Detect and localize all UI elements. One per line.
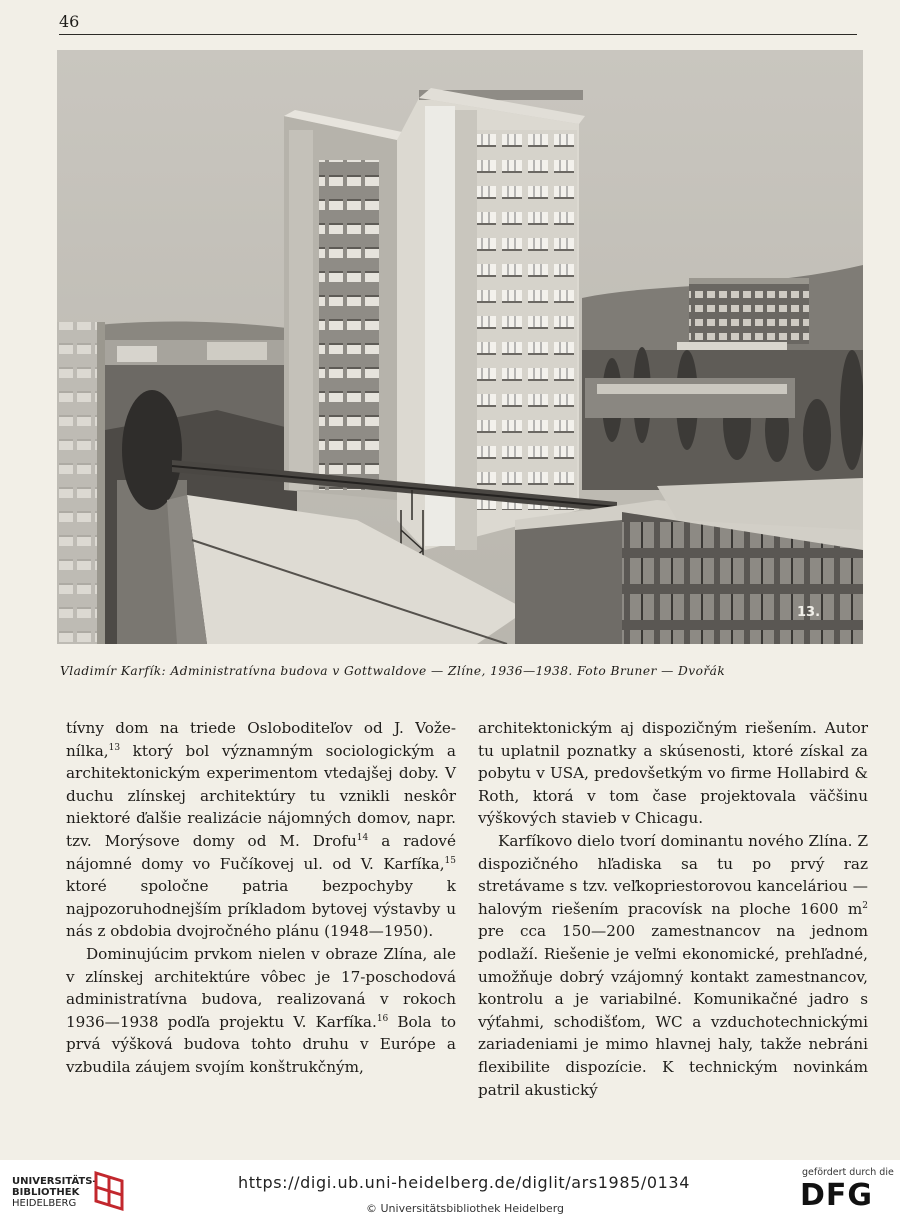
- library-name-line-3: HEIDELBERG: [12, 1198, 77, 1209]
- paragraph-text: architektonickým aj dispozičným riešením. Autor tu uplatnil poznatky a skúsenosti, ktoré získal za pobytu v USA, predovšetkým vo firme Hollabird & Roth, ktorá v tom čase projektovala väčšinu výškových stavieb v Chicagu.: [478, 719, 868, 828]
- paragraph-text: Bola to prvá výšková budova tohto druhu v Európe a vzbudila záujem svojím konštrukčným,: [66, 1012, 456, 1076]
- building-photograph: [57, 50, 863, 644]
- source-url-link[interactable]: https://digi.ub.uni-heidelberg.de/diglit/ars1985/0134: [238, 1173, 690, 1192]
- paragraph-text: Karfíkovo dielo tvorí dominantu nového Zlína. Z dispozičného hľadiska sa tu po prvý raz stretávame s tzv. veľkopriestorovou kanceláriou — halovým riešením pracovísk na ploche 1600 m: [478, 831, 868, 918]
- library-name-line-2: BIBLIOTHEK: [12, 1187, 80, 1198]
- footnote-marker: 2: [862, 900, 868, 911]
- footnote-marker: 16: [376, 1013, 389, 1024]
- paragraph-text: a radové nájomné domy vo Fučíkovej ul. od V. Karfíka,: [66, 831, 456, 873]
- library-name-line-1: UNIVERSITÄTS-: [12, 1176, 97, 1187]
- paragraph-text: pre cca 150—200 zamestnancov na jednom podlaží. Riešenie je veľmi ekonomické, prehľadné, umožňuje dobrý vzájomný kontakt zamestnancov, kontrolu a je variabilné. Komunikačné jadro s výťahmi, schodišťom, WC a vzduchotechnickými zariadeniami je mimo hlavnej haly, takže nebráni flexibilite dispozície. K technickým novinkám patril akustický: [478, 922, 868, 1099]
- paragraph-text: Dominujúcim prvkom nielen v obraze Zlína, ale v zlínskej architektúre vôbec je 17-poschodová administratívna budova, realizovaná v rokoch 1936—1938 podľa projektu V. Karfíka.: [66, 944, 456, 1031]
- library-name: [12, 1176, 97, 1209]
- paragraph: [66, 717, 456, 943]
- left-text-column: [66, 717, 456, 1079]
- library-logo-icon: [92, 1169, 126, 1213]
- digitization-footer: [0, 1160, 900, 1224]
- paragraph: [478, 717, 868, 830]
- dfg-logo: DFG: [800, 1178, 874, 1213]
- paragraph: [66, 943, 456, 1079]
- footnote-marker: 15: [444, 855, 456, 866]
- paragraph: [478, 830, 868, 1101]
- header-rule: [59, 34, 857, 35]
- funding-note: gefördert durch die: [802, 1167, 894, 1178]
- paragraph-text: ktorý bol významným sociologickým a architektonickým experimentom vtedajšej doby. V duchu zlínskej architektúry tu vznikli neskôr niektoré ďalšie realizácie nájomných domov, napr. tzv. Morýsove domy od M. Drofu: [66, 741, 456, 850]
- footnote-marker: 14: [356, 832, 369, 843]
- footnote-marker: 13: [108, 742, 121, 753]
- page-number: 46: [59, 12, 80, 31]
- copyright-notice: © Universitätsbibliothek Heidelberg: [366, 1202, 565, 1215]
- photo-caption: Vladimír Karfík: Administratívna budova v Gottwaldove — Zlíne, 1936—1938. Foto Bruner — Dvořák: [60, 664, 726, 678]
- photo-frame-number: 13.: [797, 605, 821, 620]
- right-text-column: [478, 717, 868, 1101]
- paragraph-text: ktoré spoločne patria bezpochyby k najpozoruhodnejším príkladom bytovej výstavby u nás z obdobia dvojročného plánu (1948—1950).: [66, 877, 456, 941]
- paragraph-text: tívny dom na triede Osloboditeľov od J. Vože-nílka,: [66, 719, 456, 760]
